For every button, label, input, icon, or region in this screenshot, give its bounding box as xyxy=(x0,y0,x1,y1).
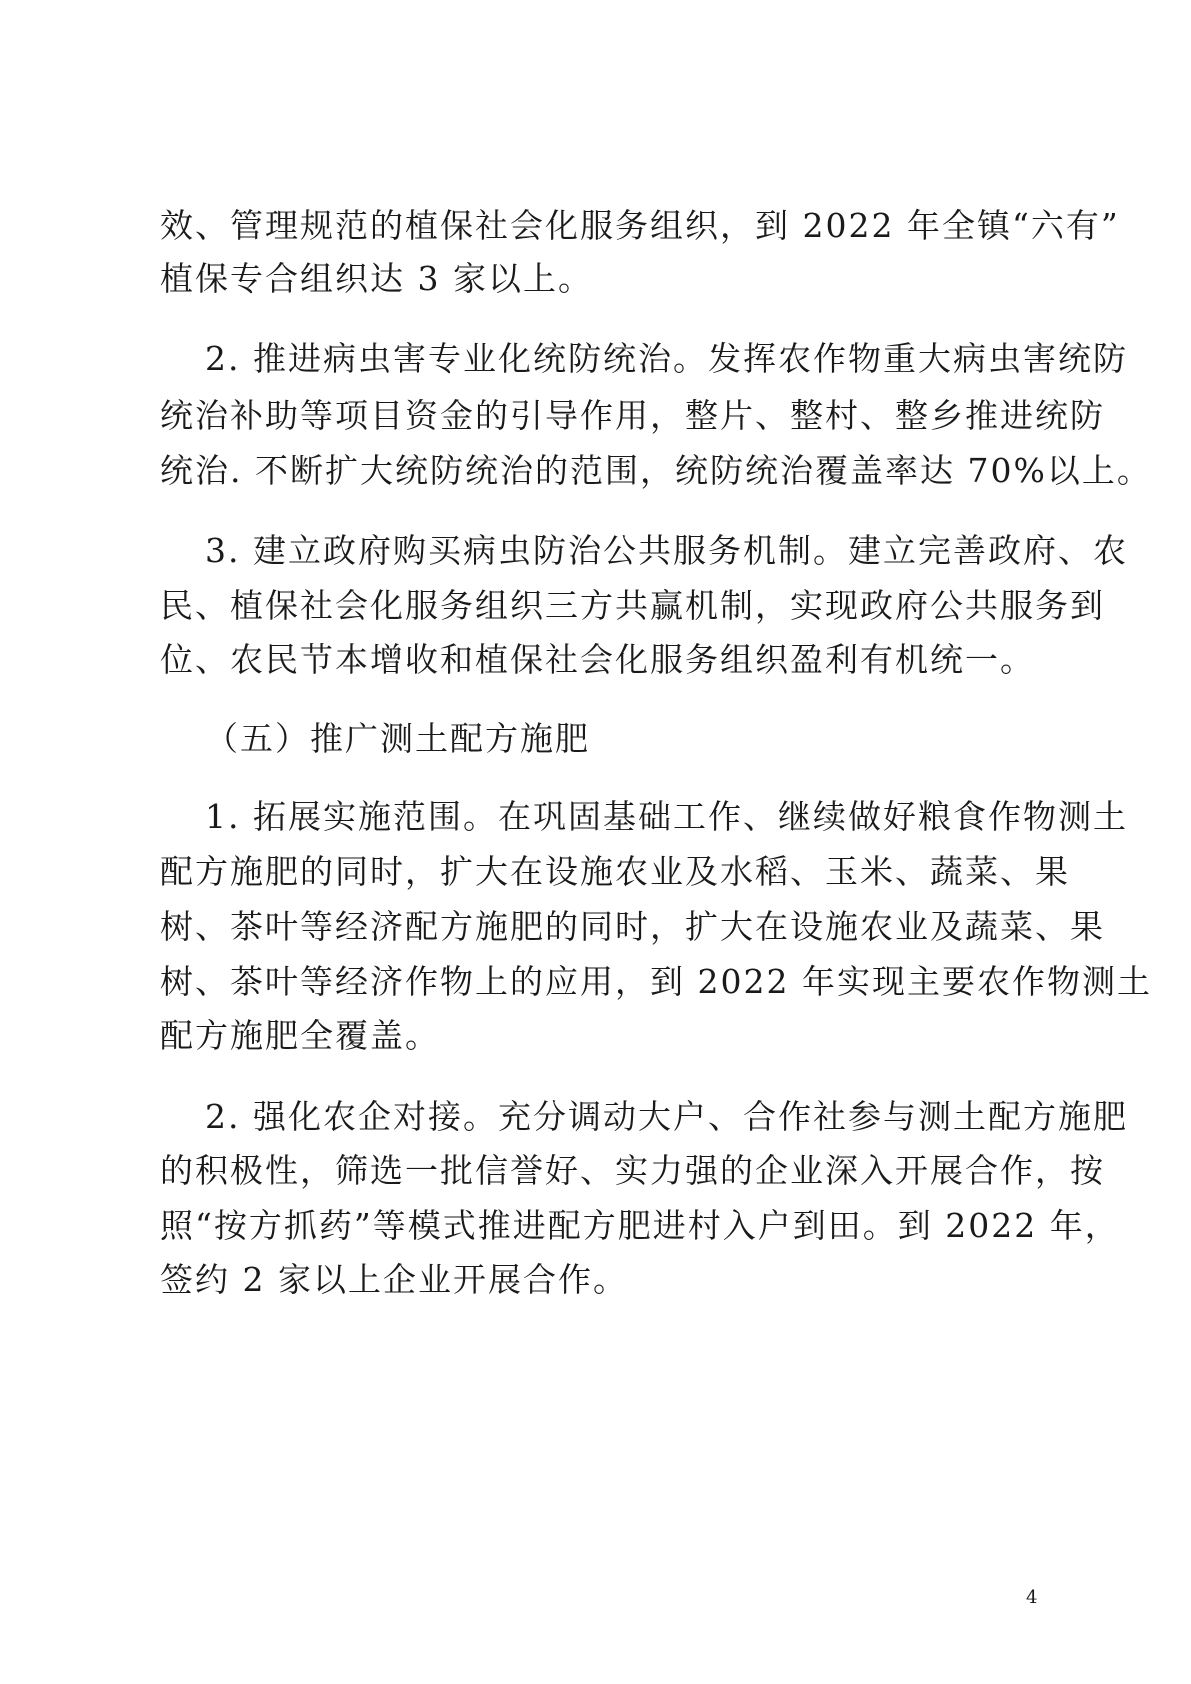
text-line: 照“按方抓药”等模式推进配方肥进村入户到田。到 2022 年， xyxy=(160,1206,1120,1245)
text-line: 2. 强化农企对接。充分调动大户、合作社参与测土配方施肥 xyxy=(205,1097,1128,1136)
heading-text: （五）推广测土配方施肥 xyxy=(205,719,590,758)
text-line: 配方施肥的同时，扩大在设施农业及水稻、玉米、蔬菜、果 xyxy=(160,852,1070,891)
text-line: 效、管理规范的植保社会化服务组织，到 2022 年全镇“六有” xyxy=(160,206,1120,245)
text-line: 1. 拓展实施范围。在巩固基础工作、继续做好粮食作物测土 xyxy=(205,797,1128,836)
text-line: 2. 推进病虫害专业化统防统治。发挥农作物重大病虫害统防 xyxy=(205,339,1128,378)
text-line: 统治补助等项目资金的引导作用，整片、整村、整乡推进统防 xyxy=(160,396,1105,435)
text-line: 树、茶叶等经济作物上的应用，到 2022 年实现主要农作物测土 xyxy=(160,962,1152,1001)
text-line: 植保专合组织达 3 家以上。 xyxy=(160,259,593,298)
text-line: 配方施肥全覆盖。 xyxy=(160,1016,440,1055)
text-line: 民、植保社会化服务组织三方共赢机制，实现政府公共服务到 xyxy=(160,586,1105,625)
text-line: 树、茶叶等经济配方施肥的同时，扩大在设施农业及蔬菜、果 xyxy=(160,907,1105,946)
text-line: 的积极性，筛选一批信誉好、实力强的企业深入开展合作，按 xyxy=(160,1151,1105,1190)
text-line: 位、农民节本增收和植保社会化服务组织盈利有机统一。 xyxy=(160,640,1035,679)
text-line: 签约 2 家以上企业开展合作。 xyxy=(160,1260,628,1299)
text-line: 统治. 不断扩大统防统治的范围，统防统治覆盖率达 70%以上。 xyxy=(160,451,1152,490)
page-number: 4 xyxy=(1026,1587,1038,1608)
text-line: 3. 建立政府购买病虫防治公共服务机制。建立完善政府、农 xyxy=(205,531,1128,570)
